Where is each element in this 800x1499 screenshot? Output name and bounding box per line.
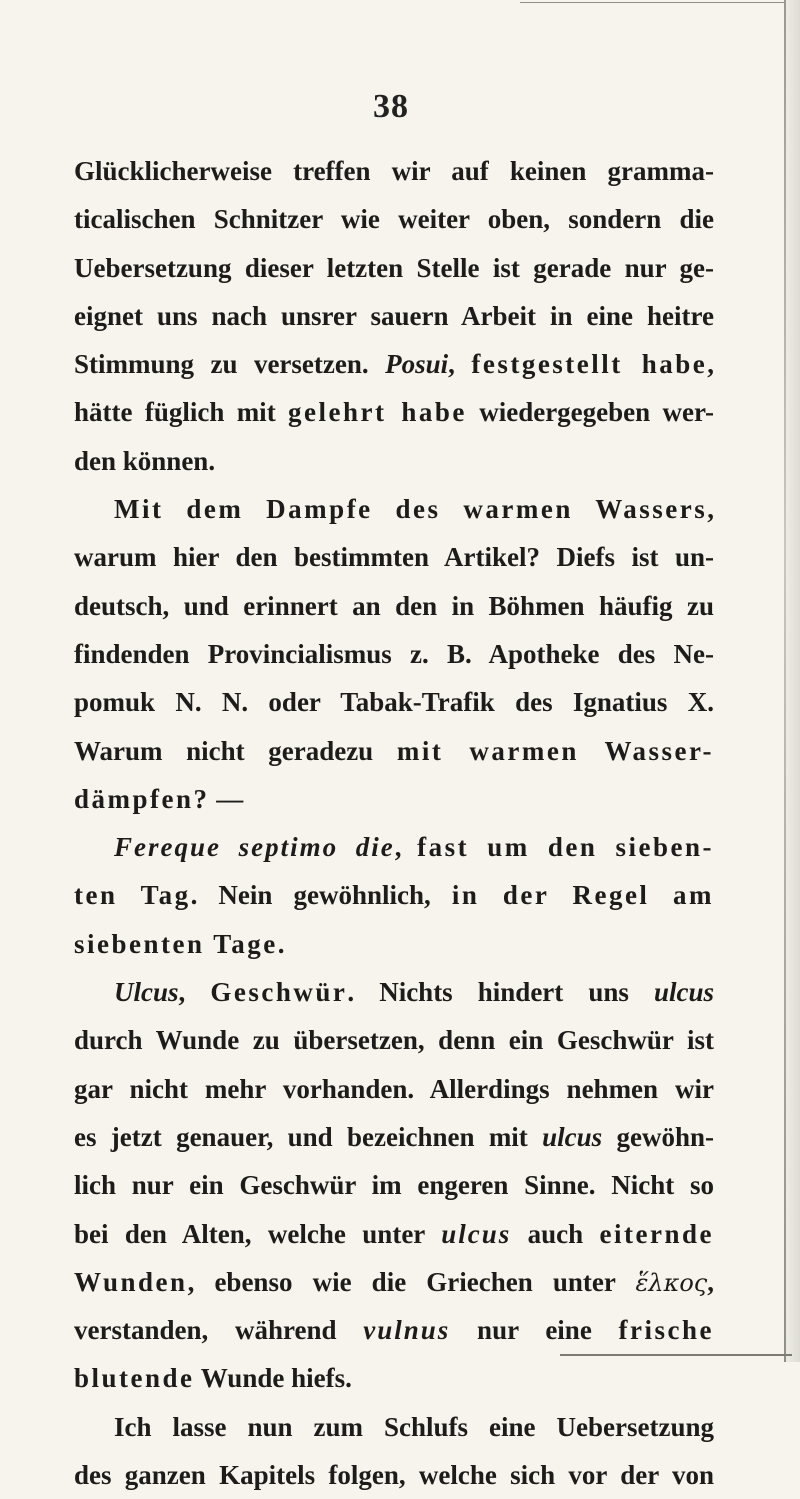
text-line: ten Tag. Nein gewöhnlich, in der Regel am xyxy=(74,880,714,911)
text-line: dämpfen? — xyxy=(74,783,244,814)
text-line: verstanden, während vulnus nur eine frische xyxy=(74,1315,715,1346)
text-line: Fereque septimo die, fast um den sieben- xyxy=(114,832,715,863)
text-line: warum hier den bestimmten Artikel? Diefs ist un- xyxy=(74,542,714,573)
page-edge-right xyxy=(784,0,786,1362)
text-line: bei den Alten, welche unter ulcus auch eiternde xyxy=(74,1218,714,1249)
text-line: ticalischen Schnitzer wie weiter oben, sondern die xyxy=(74,204,714,235)
text-line: blutende Wunde hiefs. xyxy=(74,1363,352,1394)
page-edge-top xyxy=(520,2,800,3)
text-line: eignet uns nach unsrer sauern Arbeit in eine heitre xyxy=(74,300,714,331)
text-line: des ganzen Kapitels folgen, welche sich vor der von xyxy=(74,1460,714,1491)
page-edge-shadow xyxy=(786,0,800,1362)
text-line: hätte füglich mit gelehrt habe wiedergegeben wer- xyxy=(74,397,714,428)
text-line: durch Wunde zu übersetzen, denn ein Geschwür ist xyxy=(74,1025,714,1056)
text-line: Mit dem Dampfe des warmen Wassers, xyxy=(114,494,714,525)
text-line: Ulcus, Geschwür. Nichts hindert uns ulcus xyxy=(114,977,715,1008)
text-line: den können. xyxy=(74,445,216,476)
text-line: Stimmung zu versetzen. Posui, festgestellt habe, xyxy=(74,349,715,380)
text-line: lich nur ein Geschwür im engeren Sinne. Nicht so xyxy=(74,1170,714,1201)
text-line: Ich lasse nun zum Schlufs eine Uebersetzung xyxy=(114,1411,714,1442)
text-line: deutsch, und erinnert an den in Böhmen häufig zu xyxy=(74,590,714,621)
text-line: es jetzt genauer, und bezeichnen mit ulcus gewöhn- xyxy=(74,1121,714,1152)
body-text xyxy=(74,147,714,1499)
text-line: pomuk N. N. oder Tabak-Trafik des Ignatius X. xyxy=(74,687,714,718)
text-line: Uebersetzung dieser letzten Stelle ist gerade nur ge- xyxy=(74,252,714,283)
page-number: 38 xyxy=(373,88,409,125)
text-line: findenden Provincialismus z. B. Apotheke des Ne- xyxy=(74,638,714,669)
text-line: siebenten Tage. xyxy=(74,928,285,959)
text-line: Glücklicherweise treffen wir auf keinen gramma- xyxy=(74,156,714,186)
text-line: Wunden, ebenso wie die Griechen unter ἕλκος, xyxy=(74,1266,714,1297)
text-line: Warum nicht geradezu mit warmen Wasser- xyxy=(74,735,715,766)
text-line: gar nicht mehr vorhanden. Allerdings nehmen wir xyxy=(74,1073,714,1104)
